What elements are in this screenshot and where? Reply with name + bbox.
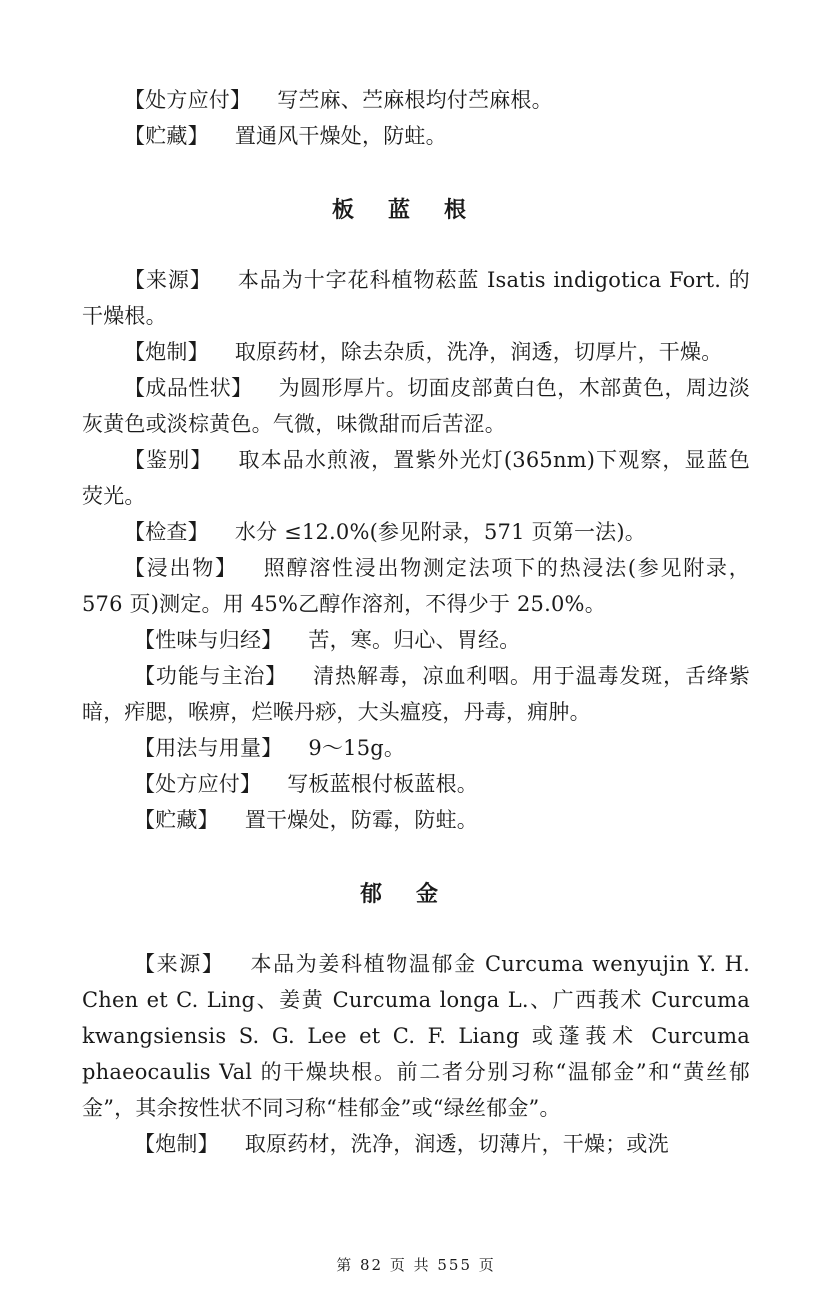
section-label: 【成品性状】 — [124, 376, 253, 400]
paragraph-traits — [82, 370, 750, 442]
section-text: 取原药材，洗净，润透，切薄片，干燥；或洗 — [244, 1132, 669, 1156]
section-text: 取本品水煎液，置紫外光灯(365nm)下观察，显蓝色荧光。 — [82, 448, 750, 508]
paragraph-function — [82, 658, 750, 730]
section-text: 照醇溶性浸出物测定法项下的热浸法(参见附录，576 页)测定。用 45%乙醇作溶剂，不得少于 25.0%。 — [82, 556, 751, 616]
section-label: 【来源】 — [124, 268, 212, 292]
document-page — [82, 82, 750, 1162]
heading-yujin: 郁金 — [359, 881, 472, 907]
section-label: 【炮制】 — [124, 340, 209, 364]
section-text: 置通风干燥处，防蛀。 — [234, 124, 447, 148]
paragraph-nature — [82, 622, 750, 658]
paragraph-yujin-source — [82, 946, 750, 1126]
paragraph-top-storage — [82, 118, 750, 154]
section-text: 本品为姜科植物温郁金 Curcuma wenyujin Y. H. Chen et C. Ling、姜黄 Curcuma longa L.、广西莪术 Curcuma kwangsiensis S. G. Lee et C. F. Liang 或蓬莪术 Curcuma phaeocaulis Val 的干燥块根。前二者分别习称“温郁金”和“黄丝郁金”，其余按性状不同习称“桂郁金”或“绿丝郁金”。 — [82, 952, 750, 1120]
section-text: 写板蓝根付板蓝根。 — [287, 772, 479, 796]
section-text: 置干燥处，防霉，防蛀。 — [244, 808, 479, 832]
paragraph-source — [82, 262, 750, 334]
section-text: 清热解毒，凉血利咽。用于温毒发斑，舌绛紫暗，痄腮，喉痹，烂喉丹痧，大头瘟疫，丹毒，痈肿。 — [82, 664, 750, 724]
section-text: 写苎麻、苎麻根均付苎麻根。 — [277, 88, 553, 112]
section-label: 【来源】 — [134, 952, 225, 976]
section-text: 水分 ≤12.0%(参见附录，571 页第一法)。 — [234, 520, 646, 544]
paragraph-rx — [82, 766, 750, 802]
paragraph-check — [82, 514, 750, 550]
section-label: 【处方应付】 — [134, 772, 262, 796]
heading-banlangen: 板蓝根 — [331, 197, 500, 223]
paragraph-extract — [82, 550, 750, 622]
section-label: 【鉴别】 — [124, 448, 213, 472]
paragraph-process — [82, 334, 750, 370]
section-text: 本品为十字花科植物菘蓝 Isatis indigotica Fort. 的干燥根。 — [82, 268, 750, 328]
section-label: 【贮藏】 — [134, 808, 219, 832]
paragraph-yujin-process — [82, 1126, 750, 1162]
section-text: 苦，寒。归心、胃经。 — [308, 628, 521, 652]
paragraph-dosage — [82, 730, 750, 766]
section-label: 【浸出物】 — [124, 556, 238, 580]
section-text: 取原药材，除去杂质，洗净，润透，切厚片，干燥。 — [234, 340, 723, 364]
section-label: 【处方应付】 — [124, 88, 252, 112]
paragraph-identify — [82, 442, 750, 514]
section-label: 【炮制】 — [134, 1132, 219, 1156]
paragraph-top-rx — [82, 82, 750, 118]
page-footer: 第 82 页 共 555 页 — [336, 1256, 496, 1274]
section-label: 【贮藏】 — [124, 124, 209, 148]
paragraph-storage — [82, 802, 750, 838]
section-label: 【性味与归经】 — [134, 628, 283, 652]
section-label: 【用法与用量】 — [134, 736, 283, 760]
section-text: 9～15g。 — [308, 736, 406, 760]
section-label: 【功能与主治】 — [134, 664, 288, 688]
section-label: 【检查】 — [124, 520, 209, 544]
section-text: 为圆形厚片。切面皮部黄白色，木部黄色，周边淡灰黄色或淡棕黄色。气微，味微甜而后苦涩。 — [82, 376, 750, 436]
